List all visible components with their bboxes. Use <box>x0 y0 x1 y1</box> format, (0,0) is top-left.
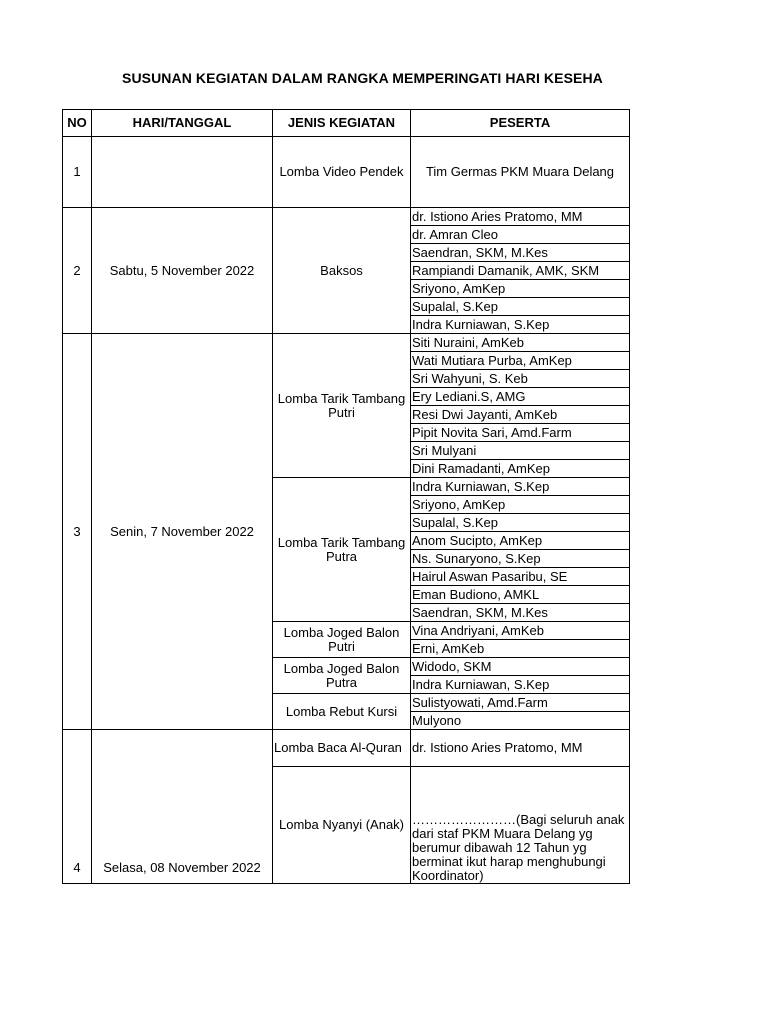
participant: Anom Sucipto, AmKep <box>411 532 630 550</box>
activity-name: Lomba Nyanyi (Anak) <box>273 767 411 884</box>
participant: dr. Istiono Aries Pratomo, MM <box>411 730 630 767</box>
document-title: SUSUNAN KEGIATAN DALAM RANGKA MEMPERINGATI HARI KESEHA <box>122 70 603 86</box>
participant: Saendran, SKM, M.Kes <box>411 244 630 262</box>
table-row <box>63 137 630 208</box>
participant-note <box>411 767 630 884</box>
participant: Ery Lediani.S, AMG <box>411 388 630 406</box>
participant: Erni, AmKeb <box>411 640 630 658</box>
participant: Siti Nuraini, AmKeb <box>411 334 630 352</box>
note-dots: …………………… <box>412 812 516 827</box>
table-row <box>63 334 630 352</box>
header-hari-tanggal: HARI/TANGGAL <box>92 110 273 137</box>
participant: Rampiandi Damanik, AMK, SKM <box>411 262 630 280</box>
header-no: NO <box>63 110 92 137</box>
activity-schedule-table <box>62 109 630 884</box>
participant: Sri Wahyuni, S. Keb <box>411 370 630 388</box>
participant: Sriyono, AmKep <box>411 280 630 298</box>
participant: Wati Mutiara Purba, AmKep <box>411 352 630 370</box>
row-number: 2 <box>63 208 92 334</box>
table-header-row <box>63 110 630 137</box>
row-date <box>92 137 273 208</box>
header-peserta: PESERTA <box>411 110 630 137</box>
row-number: 1 <box>63 137 92 208</box>
participant: Widodo, SKM <box>411 658 630 676</box>
participant: dr. Amran Cleo <box>411 226 630 244</box>
participant: Resi Dwi Jayanti, AmKeb <box>411 406 630 424</box>
row-date: Senin, 7 November 2022 <box>92 334 273 730</box>
activity-name: Lomba Baca Al-Quran <box>273 730 411 767</box>
row-date: Selasa, 08 November 2022 <box>92 730 273 884</box>
activity-name: Lomba Tarik Tambang Putri <box>273 334 411 478</box>
table-row <box>63 208 630 226</box>
participant: Supalal, S.Kep <box>411 514 630 532</box>
activity-name: Lomba Joged Balon Putra <box>273 658 411 694</box>
participant: Hairul Aswan Pasaribu, SE <box>411 568 630 586</box>
participant: Indra Kurniawan, S.Kep <box>411 676 630 694</box>
participant: Indra Kurniawan, S.Kep <box>411 478 630 496</box>
activity-name: Baksos <box>273 208 411 334</box>
participant: Supalal, S.Kep <box>411 298 630 316</box>
participant: dr. Istiono Aries Pratomo, MM <box>411 208 630 226</box>
participant: Pipit Novita Sari, Amd.Farm <box>411 424 630 442</box>
participant: Dini Ramadanti, AmKep <box>411 460 630 478</box>
activity-name: Lomba Tarik Tambang Putra <box>273 478 411 622</box>
participant: Sulistyowati, Amd.Farm <box>411 694 630 712</box>
participant: Indra Kurniawan, S.Kep <box>411 316 630 334</box>
row-date: Sabtu, 5 November 2022 <box>92 208 273 334</box>
header-jenis-kegiatan: JENIS KEGIATAN <box>273 110 411 137</box>
participant: Tim Germas PKM Muara Delang <box>411 137 630 208</box>
participant: Sri Mulyani <box>411 442 630 460</box>
activity-name: Lomba Joged Balon Putri <box>273 622 411 658</box>
participant: Mulyono <box>411 712 630 730</box>
participant: Eman Budiono, AMKL <box>411 586 630 604</box>
activity-name: Lomba Video Pendek <box>273 137 411 208</box>
row-number: 4 <box>63 730 92 884</box>
activity-name: Lomba Rebut Kursi <box>273 694 411 730</box>
participant: Sriyono, AmKep <box>411 496 630 514</box>
note-text: (Bagi seluruh anak dari staf PKM Muara Delang yg berumur dibawah 12 Tahun yg berminat ikut harap menghubungi Koordinator) <box>412 812 625 883</box>
participant: Ns. Sunaryono, S.Kep <box>411 550 630 568</box>
table-row <box>63 730 630 767</box>
participant: Vina Andriyani, AmKeb <box>411 622 630 640</box>
row-number: 3 <box>63 334 92 730</box>
participant: Saendran, SKM, M.Kes <box>411 604 630 622</box>
